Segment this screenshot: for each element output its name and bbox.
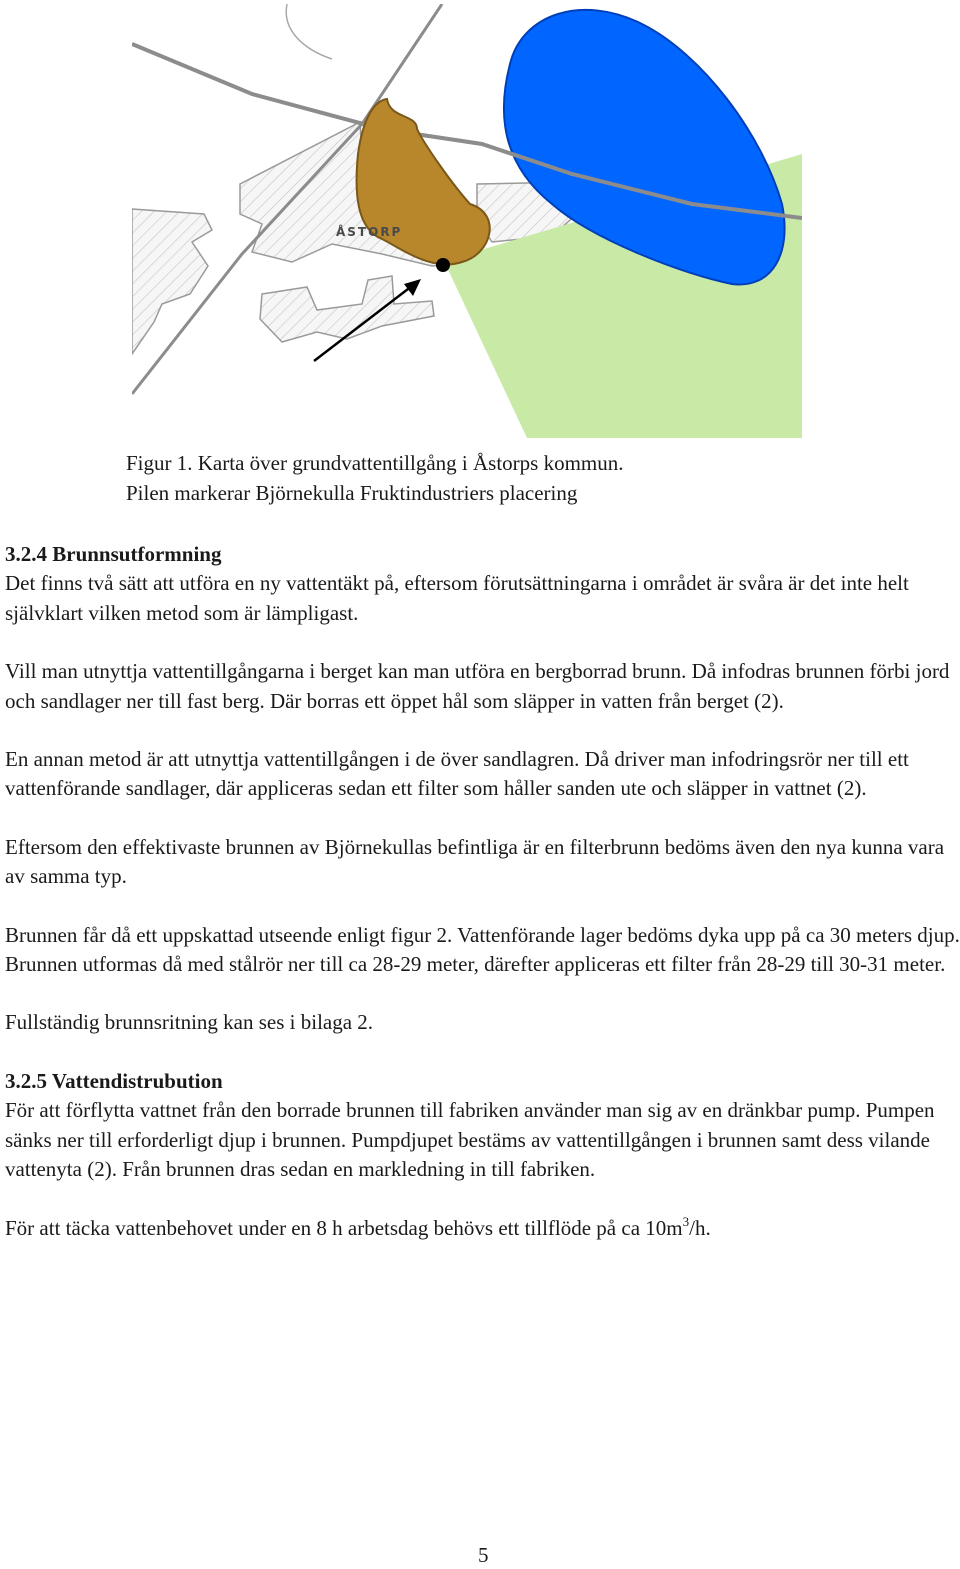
paragraph-6: Fullständig brunnsritning kan ses i bilaga 2. <box>5 1010 374 1035</box>
location-marker <box>436 258 450 272</box>
caption-line-1: Figur 1. Karta över grundvattentillgång i Åstorps kommun. <box>126 451 624 475</box>
road-north <box>286 4 332 59</box>
section-heading-vattendistrubution: 3.2.5 Vattendistrubution <box>5 1068 223 1093</box>
paragraph-1: Det finns två sätt att utföra en ny vattentäkt på, eftersom förutsättningarna i området är svåra är det inte helt självklart vilken metod som är lämpligast. <box>5 571 909 625</box>
paragraph-5: Brunnen får då ett uppskattad utseende enligt figur 2. Vattenförande lager bedöms dyka upp på ca 30 meters djup. Brunnen utformas då med stålrör ner till ca 28-29 meter, därefter appliceras ett filter från 28-29 till 30-31 meter. <box>5 922 960 977</box>
section-heading-brunnsutformning: 3.2.4 Brunnsutformning <box>5 542 222 566</box>
page-number: 5 <box>478 1543 489 1567</box>
document-body <box>5 540 960 1272</box>
paragraph-8-unit: /h. <box>689 1215 711 1240</box>
map-town-label: ÅSTORP <box>336 225 403 239</box>
paragraph-7: För att förflytta vattnet från den borrade brunnen till fabriken använder man sig av en dränkbar pump. Pumpen sänks ner till erforderligt djup i brunnen. Pumpdjupet bestäms av vattentillgången i brunnen samt dess vilande vattenyta (2). Från brunnen dras sedan en markledning in till fabriken. <box>5 1098 935 1182</box>
paragraph-4: Eftersom den effektivaste brunnen av Björnekullas befintliga är en filterbrunn bedöms även den nya kunna vara av samma typ. <box>5 834 945 889</box>
paragraph-8-text: För att täcka vattenbehovet under en 8 h arbetsdag behövs ett tillflöde på ca 10m <box>5 1215 683 1240</box>
hatched-area-west <box>132 209 212 354</box>
groundwater-map <box>132 4 802 438</box>
location-arrow-head <box>404 279 421 296</box>
cubic-superscript: 3 <box>682 1213 690 1229</box>
map-figure <box>132 4 802 438</box>
paragraph-3: En annan metod är att utnyttja vattentillgången i de över sandlagren. Då driver man infodringsrör ner till ett vattenförande sandlager, där appliceras sedan ett filter som håller sanden ute och släpper in vattnet (2). <box>5 747 909 801</box>
caption-line-2: Pilen markerar Björnekulla Fruktindustriers placering <box>126 481 578 505</box>
figure-caption <box>126 448 624 508</box>
paragraph-2: Vill man utnyttja vattentillgångarna i berget kan man utföra en bergborrad brunn. Då infodras brunnen förbi jord och sandlager ner till fast berg. Där borras ett öppet hål som släpper in vatten från berget (2). <box>5 659 950 713</box>
paragraph-8 <box>5 1214 960 1243</box>
